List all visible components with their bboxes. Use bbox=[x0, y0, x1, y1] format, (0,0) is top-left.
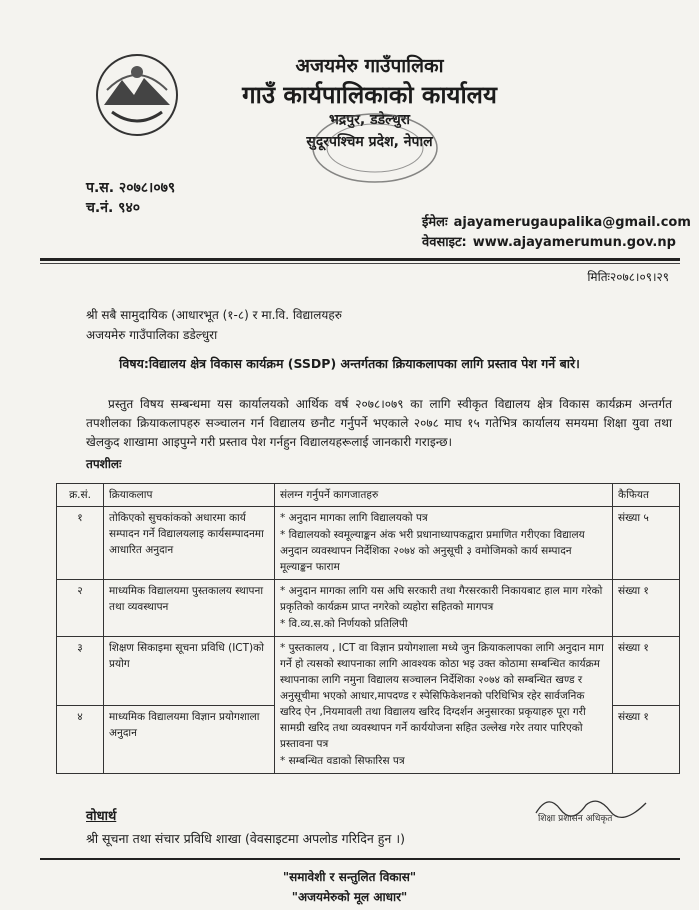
addressee-line1: श्री सबै सामुदायिक (आधारभूत (१-८) र मा.वि. विद्यालयहरु bbox=[86, 308, 342, 322]
row-sn: १ bbox=[57, 507, 104, 580]
col-activity: क्रियाकलाप bbox=[104, 484, 275, 507]
addressee-line2: अजयमेरु गाउँपालिका डडेल्धुरा bbox=[86, 328, 218, 342]
doc-item: * विद्यालयको स्वमूल्याङ्कन अंक भरी प्रधानाध्यापकद्वारा प्रमाणित गरीएका विद्यालय अनुदान व्यवस्थापन निर्देशिका २०७४ को अनुसूची ३ वमोजिमको कार्य सम्पादन मूल्याङ्कन फाराम bbox=[280, 529, 585, 573]
cn-number: च.नं. ९४० bbox=[86, 200, 141, 216]
details-label: तपशीलः bbox=[86, 457, 122, 471]
footer-motto-2: "अजयमेरुको मूल आधार" bbox=[291, 890, 408, 904]
row-documents bbox=[275, 580, 613, 637]
office-title: गाउँ कार्यपालिकाको कार्यालय bbox=[242, 81, 497, 109]
row-activity: माध्यमिक विद्यालयमा पुस्तकालय स्थापना तथा व्यवस्थापन bbox=[104, 580, 275, 637]
row-remark: संख्या १ bbox=[613, 580, 680, 637]
table-header-row bbox=[57, 484, 680, 507]
doc-item: * सम्बन्धित वडाको सिफारिस पत्र bbox=[280, 755, 405, 767]
ps-number: प.स. २०७८।०७९ bbox=[86, 180, 176, 196]
body-text: प्रस्तुत विषय सम्बन्धमा यस कार्यालयको आर्थिक वर्ष २०७८।०७९ का लागि स्वीकृत विद्यालय क्षेत्र विकास कार्यक्रम अन्तर्गत तपशीलका क्रियाकलापहरु सञ्चालन गर्न विद्यालय छनौट गर्नुपर्ने भएकाले २०७८ माघ १५ गतेभित्र कार्यालय समयमा शिक्षा युवा तथा खेलकुद शाखामा आइपुग्ने गरी प्रस्ताव पेश गर्नहुन विद्यालयहरूलाई जानकारी गराइन्छ। bbox=[86, 397, 672, 449]
email-label: ईमेलः bbox=[422, 215, 448, 230]
signature-title: शिक्षा प्रशासन अधिकृत bbox=[538, 814, 613, 824]
contact-block bbox=[422, 213, 691, 253]
cc-recipient: श्री सूचना तथा संचार प्रविधि शाखा (वेवसाइटमा अपलोड गरिदिन हुन ।) bbox=[86, 831, 405, 846]
office-location: भद्रपुर, डडेल्धुरा bbox=[328, 112, 411, 128]
row-activity: शिक्षण सिकाइमा सूचना प्रविधि (ICT)को प्रयोग bbox=[104, 637, 275, 706]
header-divider-thin bbox=[40, 263, 680, 264]
row-activity: माध्यमिक विद्यालयमा विज्ञान प्रयोगशाला अनुदान bbox=[104, 705, 275, 774]
cc-label: वोधार्थ bbox=[86, 809, 117, 824]
row-remark: संख्या १ bbox=[613, 705, 680, 774]
website-link[interactable]: www.ajayamerumun.gov.np bbox=[472, 235, 676, 250]
doc-item: * वि.व्य.स.को निर्णयको प्रतिलिपी bbox=[280, 618, 408, 630]
reference-block bbox=[86, 178, 175, 218]
footer-motto-1: "समावेशी र सन्तुलित विकास" bbox=[282, 870, 417, 884]
row-activity: तोकिएको सुचकांकको अधारमा कार्य सम्पादन गर्ने विद्यालयलाइ कार्यसम्पादनमा आधारित अनुदान bbox=[104, 507, 275, 580]
letter-subject: विषय:विद्यालय क्षेत्र विकास कार्यक्रम (SSDP) अन्तर्गतका क्रियाकलापका लागि प्रस्ताव पेश गर्ने बारे। bbox=[119, 356, 580, 371]
doc-item: * पुस्तकालय , ICT वा विज्ञान प्रयोगशाला मध्ये जुन क्रियाकलापका लागि अनुदान माग गर्ने हो त्यसको स्थापनाका लागि आवश्यक कोठा भइ उक्त कोठामा सम्बन्धित कार्यक्रम स्थापनाका लागि नमुना विद्यालय सञ्चालन निर्देशिका २०७४ को सम्बन्धित खण्ड र अनुसूचीमा भएको आधार,मापदण्ड र स्पेसिफिकेशनको परिधिभित्र रहेर सार्वजनिक खरिद ऐन ,नियमावली तथा विद्यालय खरिद दिग्दर्शन अनुसारका प्रकृयाहरु पूरा गरी सामग्री खरिद तथा व्यवस्थापन गर्ने कार्ययोजना सहित उल्लेख गरेर तयार पारिएको प्रस्तावना पत्र bbox=[280, 642, 604, 750]
row-sn: ४ bbox=[57, 705, 104, 774]
letter-date: मितिः२०७८।०९।२९ bbox=[587, 270, 669, 284]
col-remarks: कैफियत bbox=[613, 484, 680, 507]
table-row bbox=[57, 637, 680, 706]
website-label: वेवसाइट: bbox=[422, 235, 467, 250]
row-documents bbox=[275, 637, 613, 774]
header-divider bbox=[40, 258, 680, 261]
email-link[interactable]: ajayamerugaupalika@gmail.com bbox=[453, 215, 691, 230]
footer-divider bbox=[40, 858, 680, 860]
col-documents: संलग्न गर्नुपर्ने कागजातहरु bbox=[275, 484, 613, 507]
office-province: सुदूरपश्चिम प्रदेश, नेपाल bbox=[306, 134, 433, 150]
office-name: अजयमेरु गाउँपालिका bbox=[295, 55, 444, 77]
letter-body bbox=[86, 395, 672, 452]
doc-item: * अनुदान मागका लागि यस अघि सरकारी तथा गैरसरकारी निकायबाट हाल माग गरेको प्रकृतिको कार्यक्रम प्राप्त नगरेको व्यहोरा सहितको मागपत्र bbox=[280, 585, 603, 613]
signature-icon bbox=[528, 785, 658, 825]
office-stamp-icon bbox=[305, 108, 445, 188]
row-documents bbox=[275, 507, 613, 580]
row-remark: संख्या १ bbox=[613, 637, 680, 706]
addressee bbox=[86, 305, 342, 345]
doc-item: * अनुदान मागका लागि विद्यालयको पत्र bbox=[280, 512, 428, 524]
row-sn: ३ bbox=[57, 637, 104, 706]
row-sn: २ bbox=[57, 580, 104, 637]
col-sn: क्र.सं. bbox=[57, 484, 104, 507]
table-row bbox=[57, 507, 680, 580]
row-remark: संख्या ५ bbox=[613, 507, 680, 580]
activities-table bbox=[56, 483, 680, 774]
table-row bbox=[57, 580, 680, 637]
